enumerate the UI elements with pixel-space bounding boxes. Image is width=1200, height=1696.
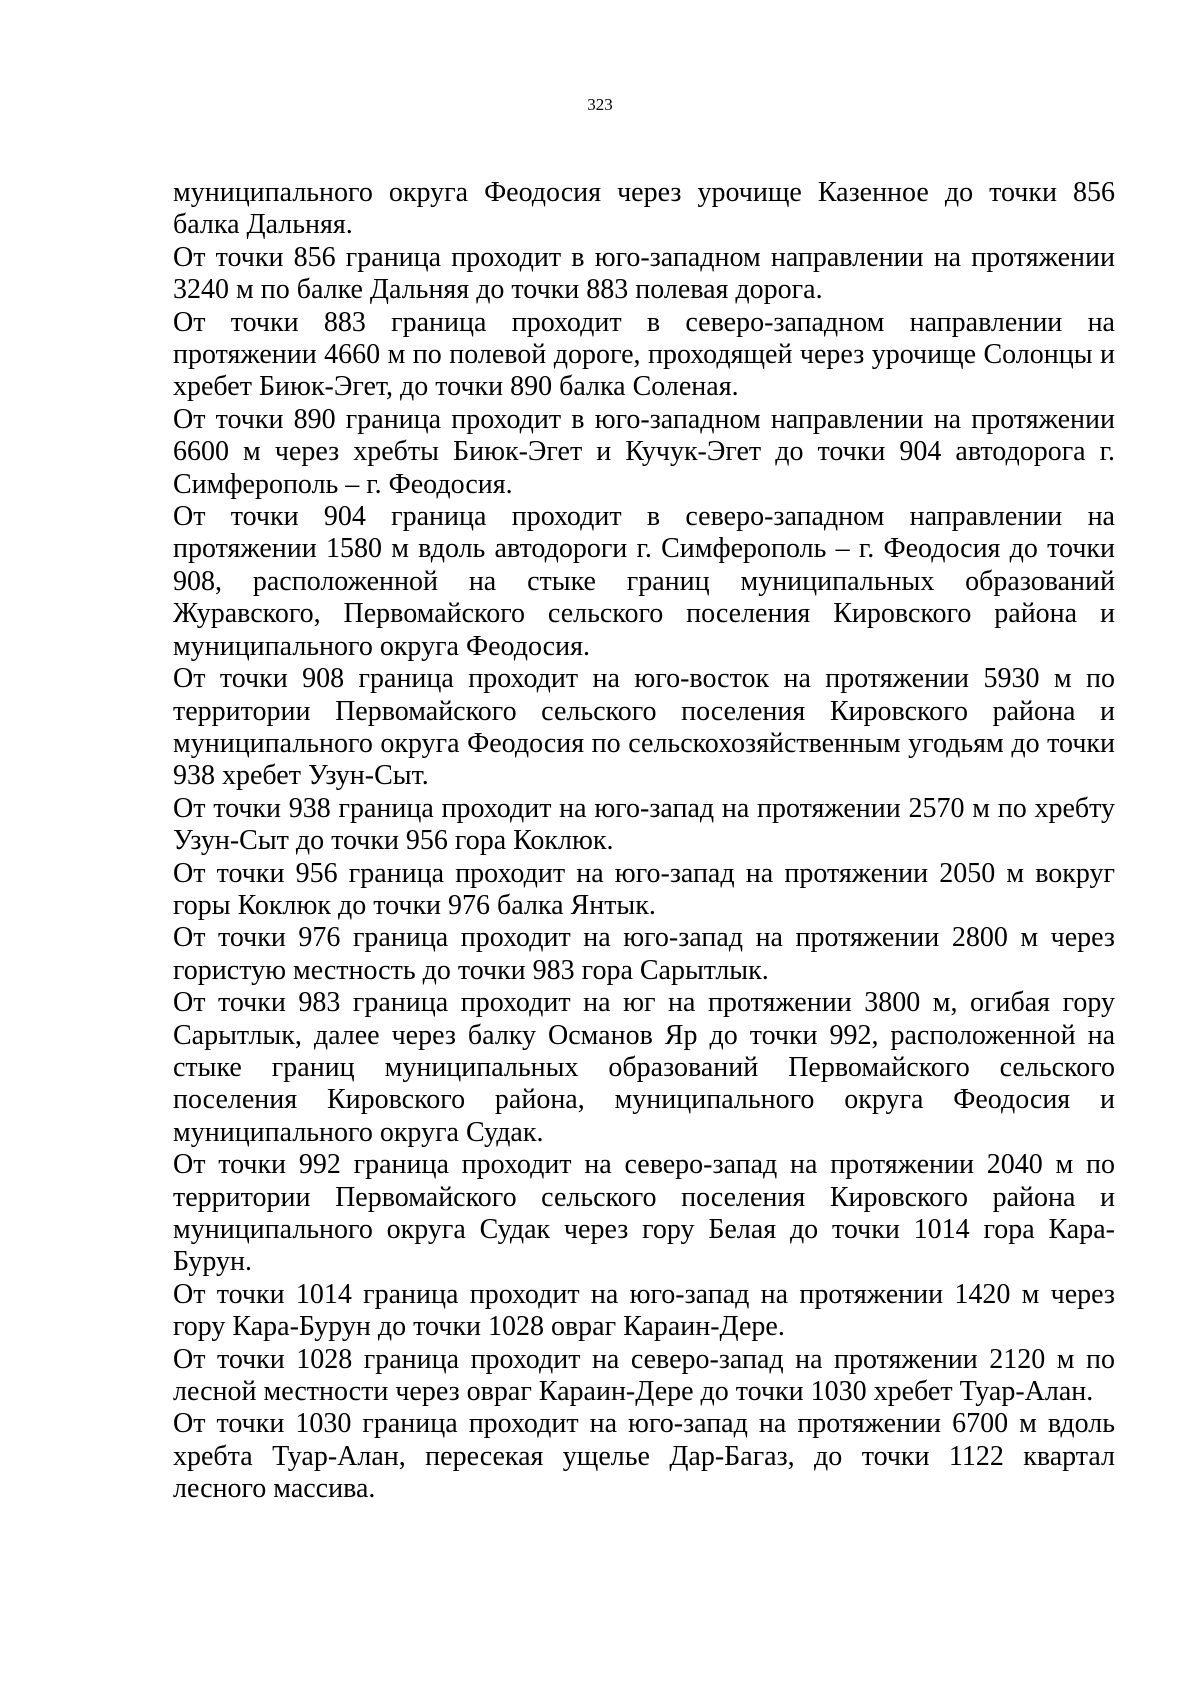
- paragraph-point-1014: От точки 1014 граница проходит на юго-запад на протяжении 1420 м через гору Кара-Бурун до точки 1028 овраг Караин-Дере.: [173, 1278, 1115, 1343]
- paragraph-point-992: От точки 992 граница проходит на северо-запад на протяжении 2040 м по территории Первомайского сельского поселения Кировского района и муниципального округа Судак через гору Белая до точки 1014 гора Кара-Бурун.: [173, 1149, 1115, 1278]
- page-number: 323: [587, 95, 613, 114]
- paragraph-point-1030: От точки 1030 граница проходит на юго-запад на протяжении 6700 м вдоль хребта Туар-Алан, пересекая ущелье Дар-Багаз, до точки 1122 квартал лесного массива.: [173, 1408, 1115, 1505]
- paragraph-continuation: муниципального округа Феодосия через урочище Казенное до точки 856 балка Дальняя.: [173, 177, 1115, 241]
- paragraph-point-883: От точки 883 граница проходит в северо-западном направлении на протяжении 4660 м по полевой дороге, проходящей через урочище Солонцы и хребет Биюк-Эгет, до точки 890 балка Соленая.: [173, 306, 1115, 403]
- paragraph-point-976: От точки 976 граница проходит на юго-запад на протяжении 2800 м через гористую местность до точки 983 гора Сарытлык.: [173, 922, 1115, 986]
- document-body: [173, 177, 1115, 1506]
- paragraph-point-908: От точки 908 граница проходит на юго-восток на протяжении 5930 м по территории Первомайского сельского поселения Кировского района и муниципального округа Феодосия по сельскохозяйственным угодьям до точки 938 хребет Узун-Сыт.: [173, 663, 1115, 792]
- paragraph-point-904: От точки 904 граница проходит в северо-западном направлении на протяжении 1580 м вдоль автодороги г. Симферополь – г. Феодосия до точки 908, расположенной на стыке границ муниципальных образований Журавского, Первомайского сельского поселения Кировского района и муниципального округа Феодосия.: [173, 501, 1115, 662]
- paragraph-point-856: От точки 856 граница проходит в юго-западном направлении на протяжении 3240 м по балке Дальняя до точки 883 полевая дорога.: [173, 241, 1115, 306]
- paragraph-point-938: От точки 938 граница проходит на юго-запад на протяжении 2570 м по хребту Узун-Сыт до точки 956 гора Коклюк.: [173, 792, 1115, 857]
- paragraph-point-983: От точки 983 граница проходит на юг на протяжении 3800 м, огибая гору Сарытлык, далее через балку Османов Яр до точки 992, расположенной на стыке границ муниципальных образований Первомайского сельского поселения Кировского района, муниципального округа Феодосия и муниципального округа Судак.: [173, 987, 1115, 1148]
- paragraph-point-890: От точки 890 граница проходит в юго-западном направлении на протяжении 6600 м через хребты Биюк-Эгет и Кучук-Эгет до точки 904 автодорога г. Симферополь – г. Феодосия.: [173, 403, 1115, 500]
- paragraph-point-956: От точки 956 граница проходит на юго-запад на протяжении 2050 м вокруг горы Коклюк до точки 976 балка Янтык.: [173, 857, 1115, 921]
- paragraph-point-1028: От точки 1028 граница проходит на северо-запад на протяжении 2120 м по лесной местности через овраг Караин-Дере до точки 1030 хребет Туар-Алан.: [173, 1343, 1115, 1408]
